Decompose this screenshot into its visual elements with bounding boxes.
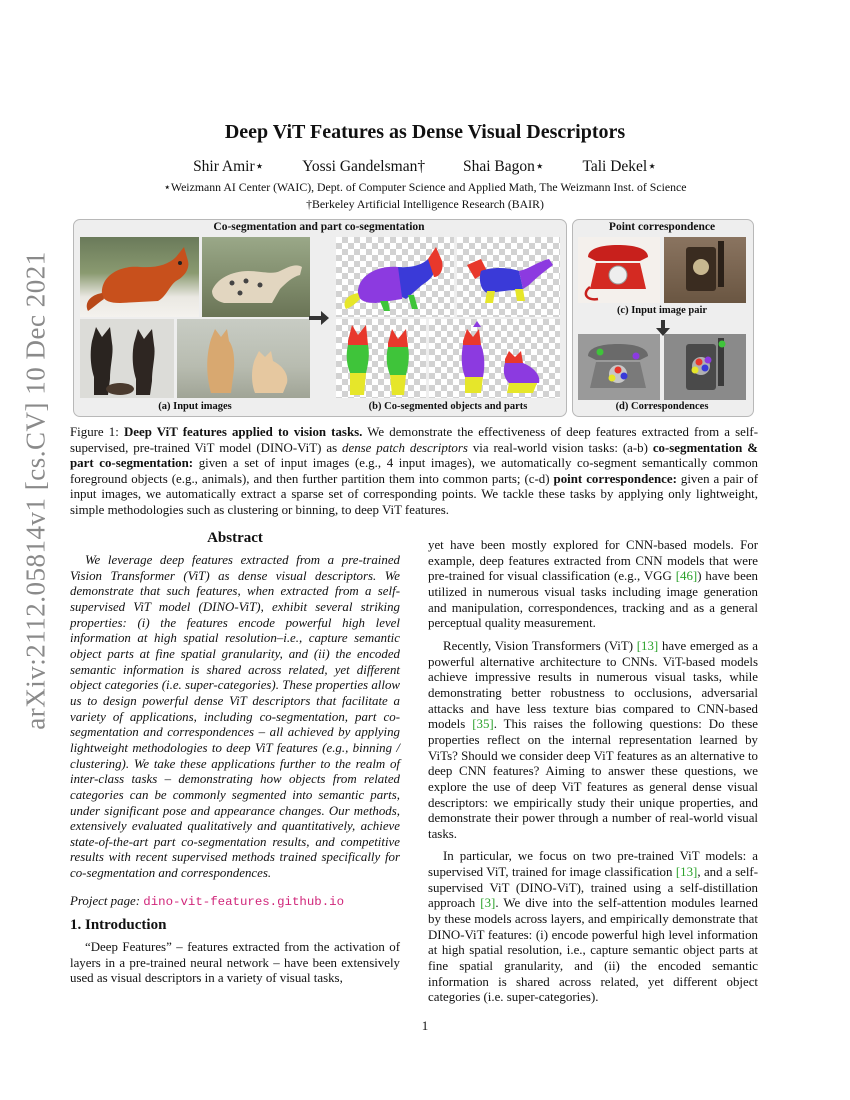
project-page: Project page: dino-vit-features.github.io — [70, 894, 345, 909]
figure-caption: Figure 1: Deep ViT features applied to vision tasks. We demonstrate the effectiveness of deep features extracted from a self-supervised, pre-trained ViT model (DINO-ViT) as dense patch descriptors via real-world vision tasks: (a-b) co-segmentation & part co-segmentation: given a set of input images (e.g., 4 input images), we automatically co-segment semantically common foreground objects (e.g., animals), and then further partition them into common parts; (c-d) point correspondence: given a pair of input images, we automatically extract a sparse set of corresponding points. We tackle these tasks by applying only lightweight, simple methodologies such as clustering or binning, to deep ViT features. — [70, 425, 759, 517]
affiliation-weizmann: ⋆Weizmann AI Center (WAIC), Dept. of Computer Science and Applied Math, The Weizmann Inst. of Science — [163, 180, 687, 194]
leopard-segmented-parts — [457, 237, 560, 317]
paper-title: Deep ViT Features as Dense Visual Descriptors — [224, 121, 626, 143]
right-paragraph-1: yet have been mostly explored for CNN-based models. For example, deep features extracted from CNN models that were pre-trained for visual classification (e.g., VGG [46]) have been utilized in numerous visual tasks including image generation and manipulation, correspondences, tracking and as a general perceptual quality measurement. — [428, 538, 758, 631]
caption-c: (c) Input image pair — [616, 305, 708, 316]
citation-link[interactable]: [13] — [636, 638, 659, 653]
dogs-input-image — [80, 319, 174, 398]
arxiv-stamp: arXiv:2112.05814v1 [cs.CV] 10 Dec 2021 — [20, 250, 51, 730]
cosegmentation-title: Co-segmentation and part co-segmentation — [213, 221, 425, 233]
abstract-body: We leverage deep features extracted from a pre-trained Vision Transformer (ViT) as dense visual descriptors. We demonstrate that such features, when extracted from a self-supervised ViT model (DINO-ViT), exhibit several striking properties: (i) the features encode powerful high level information at high spatial resolution–i.e., capture semantic object parts at fine spatial granularity, and (ii) the encoded semantic information is shared across related, yet different object categories (i.e. super-categories). These properties allow us to design powerful dense ViT descriptors that facilitate a variety of applications, including co-segmentation, part co-segmentation and correspondences – all achieved by applying lightweight methodologies to deep ViT features (e.g., binning / clustering). We take these applications further to the realm of inter-class tasks – demonstrating how objects from related categories can be commonly segmented into semantic parts, under significant pose and appearance changes. Our methods, extensively evaluated qualitatively and quantitatively, achieve state-of-the-art part co-segmentation results, and competitive results with recent supervised methods trained specifically for co-segmentation and correspondences. — [70, 553, 400, 881]
caption-d: (d) Correspondences — [615, 401, 709, 412]
cats-segmented-parts — [429, 319, 560, 398]
right-column-body — [428, 538, 758, 1006]
fox-input-image — [80, 237, 199, 317]
cats-input-image — [177, 319, 310, 398]
fox-segmented-parts — [336, 237, 454, 317]
correspondence-title: Point correspondence — [608, 221, 716, 233]
citation-link[interactable]: [13] — [675, 865, 698, 880]
citation-link[interactable]: [3] — [480, 896, 496, 911]
author: Shir Amir⋆ — [193, 158, 265, 175]
right-paragraph-3: In particular, we focus on two pre-trained ViT models: a supervised ViT, trained for image classification [13], and a self-supervised ViT (DINO-ViT), trained using a self-distillation approach [3]. We dive into the self-attention modules learned by these models across layers, and empirically demonstrate that DINO-ViT features: (i) encode powerful high level information at high spatial resolution, i.e., capture semantic object parts at fine spatial granularity, and (ii) the encoded semantic information is shared across related, yet different object categories (i.e. super-categories). — [428, 849, 758, 1005]
red-telephone-image — [578, 237, 660, 303]
author: Tali Dekel⋆ — [582, 158, 657, 175]
caption-b: (b) Co-segmented objects and parts — [368, 401, 528, 412]
dogs-segmented-parts — [336, 319, 426, 398]
telephone-correspondence-a — [578, 334, 660, 400]
page-number: 1 — [421, 1018, 429, 1033]
citation-link[interactable]: [35] — [472, 717, 494, 732]
caption-a: (a) Input images — [158, 401, 232, 412]
arrow-right-icon — [309, 310, 329, 326]
author-list — [0, 157, 850, 176]
project-page-link[interactable]: dino-vit-features.github.io — [143, 895, 345, 909]
citation-link[interactable]: [46] — [675, 569, 698, 584]
intro-heading: 1. Introduction — [70, 917, 167, 933]
telephone-correspondence-b — [664, 334, 746, 400]
leopard-input-image — [202, 237, 310, 317]
right-paragraph-2: Recently, Vision Transformers (ViT) [13] have emerged as a powerful alternative architecture to CNNs. ViT-based models achieve impressive results in numerous visual tasks, while demonstrating better robustness to occlusions, adversarial attacks and have less texture bias compared to CNN-based models [35]. This raises the following questions: Do these properties reflect on the internal representation learned by ViTs? Should we consider deep ViT features as an alternative to deep CNN features? Aiming to answer these questions, we explore the use of deep ViT features as general dense visual descriptors: we empirically study their unique properties, and demonstrate their power through a number of real-world visual tasks. — [428, 638, 758, 841]
abstract-heading: Abstract — [207, 530, 263, 546]
author: Shai Bagon⋆ — [462, 158, 545, 175]
antique-telephone-image — [664, 237, 746, 303]
affiliation-berkeley: †Berkeley Artificial Intelligence Research (BAIR) — [306, 197, 544, 211]
author: Yossi Gandelsman† — [302, 158, 426, 175]
intro-body: “Deep Features” – features extracted from the activation of layers in a pre-trained neural network – have been extensively used as visual descriptors in a variety of visual tasks, — [70, 940, 400, 986]
